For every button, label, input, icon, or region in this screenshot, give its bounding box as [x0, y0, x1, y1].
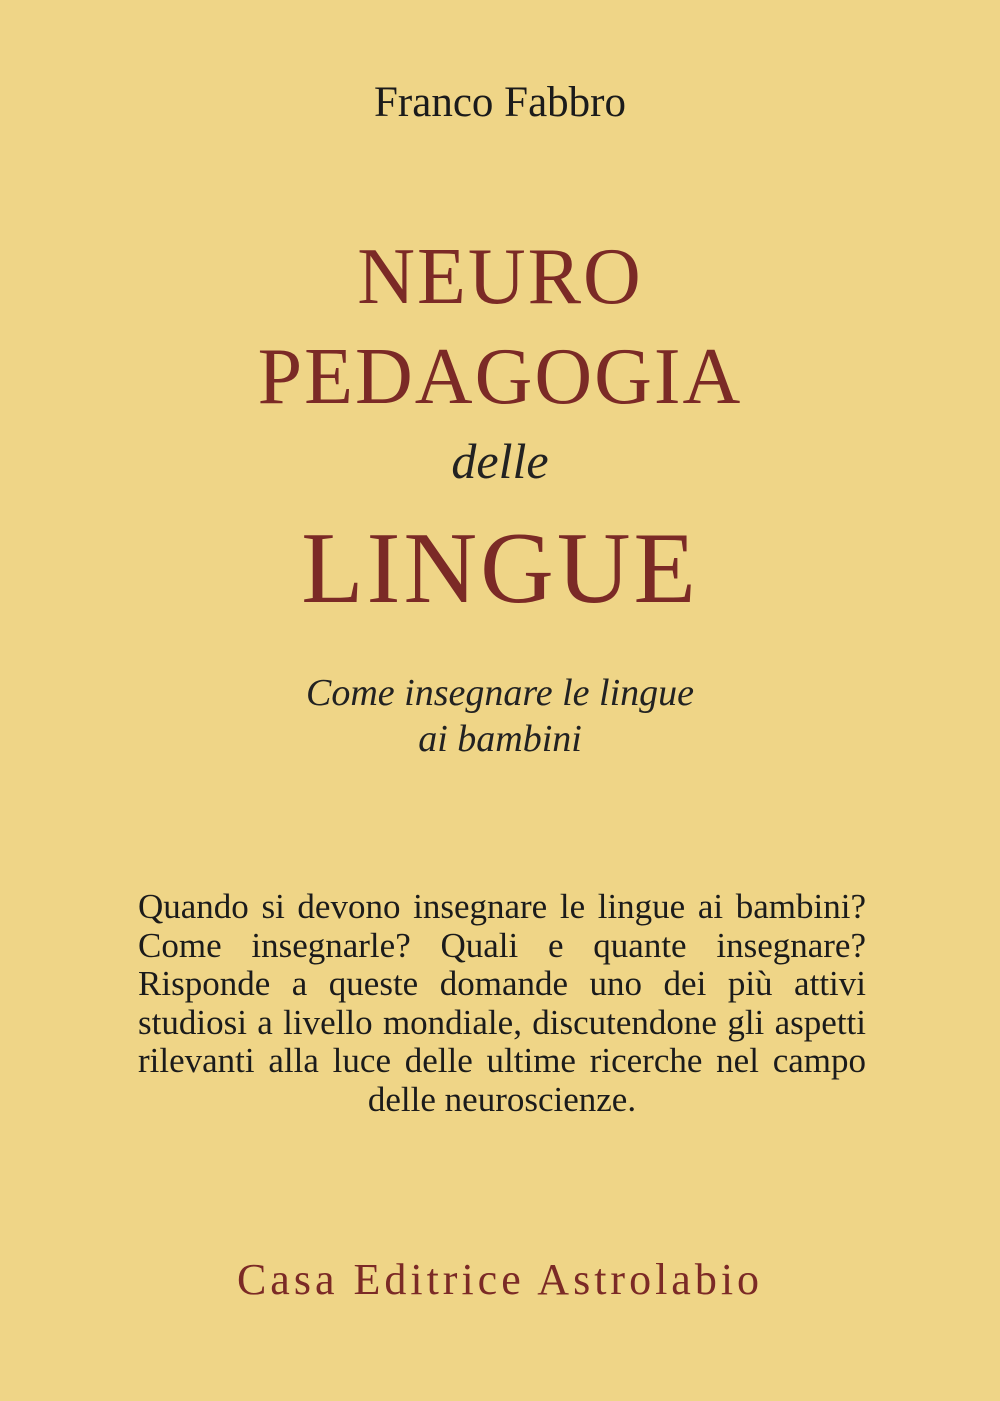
title-line-lingue: LINGUE: [301, 512, 699, 625]
subtitle-line-2: ai bambini: [418, 718, 582, 760]
title-line-delle: delle: [451, 433, 549, 489]
publisher-name: Casa Editrice Astrolabio: [236, 1255, 764, 1304]
title-line-neuro: NEURO: [357, 233, 643, 321]
blurb-paragraph: Quando si devono insegnare le lingue ai bambini? Come insegnarle? Quali e quante insegnare? Risponde a queste domande uno dei più attivi studiosi a livello mondiale, discutendone gli aspetti rilevanti alla luce delle ultime ricerche nel campo delle neuroscienze.: [138, 887, 866, 1119]
subtitle: [0, 670, 1000, 762]
title-line-pedagogia: PEDAGOGIA: [257, 333, 743, 421]
author-name: Franco Fabbro: [374, 79, 626, 126]
subtitle-line-1: Come insegnare le lingue: [305, 672, 694, 714]
